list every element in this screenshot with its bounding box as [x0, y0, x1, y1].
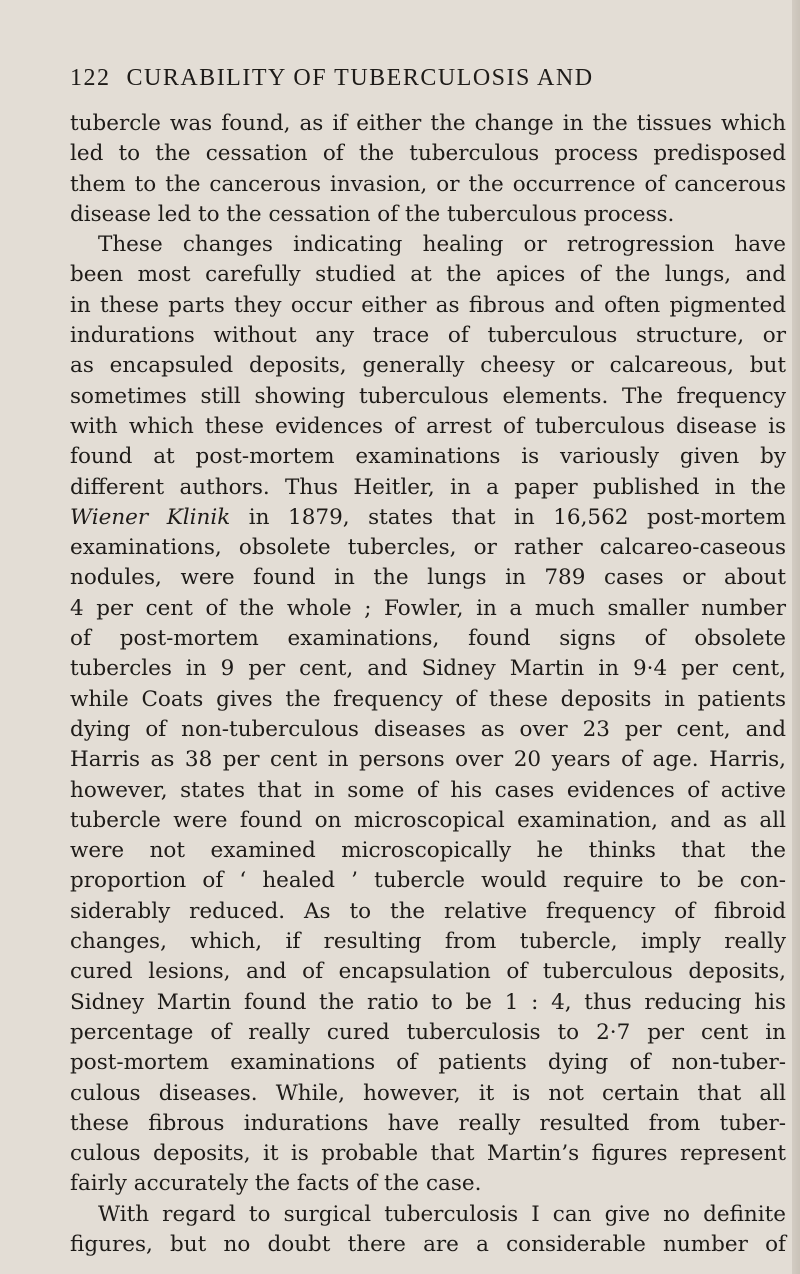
text-line: led to the cessation of the tuberculous process predisposed	[70, 141, 786, 167]
body-text	[70, 109, 786, 1260]
text-line: percentage of really cured tuberculosis to 2·7 per cent in	[70, 1019, 786, 1045]
text-line: nodules, were found in the lungs in 789 cases or about	[70, 565, 786, 591]
text-line: cured lesions, and of encapsulation of tuberculous deposits,	[70, 959, 786, 985]
text-line: disease led to the cessation of the tuberculous process.	[70, 201, 675, 227]
text-line: found at post-mortem examinations is variously given by	[70, 444, 786, 470]
text-line: 4 per cent of the whole ; Fowler, in a much smaller number	[70, 595, 786, 621]
page-edge	[792, 0, 800, 1274]
text-line: fairly accurately the facts of the case.	[70, 1171, 482, 1197]
text-line: culous diseases. While, however, it is not certain that all	[70, 1080, 786, 1106]
text-line: changes, which, if resulting from tubercle, imply really	[70, 929, 786, 955]
paragraph-start-line: With regard to surgical tuberculosis I can give no definite	[98, 1201, 786, 1227]
text-line: tubercle was found, as if either the change in the tissues which	[70, 111, 786, 136]
text-line-with-journal	[70, 503, 786, 533]
text-line: figures, but no doubt there are a considerable number of	[70, 1231, 786, 1257]
journal-title: Wiener Klinik	[70, 504, 231, 530]
running-title: CURABILITY OF TUBERCULOSIS AND	[126, 65, 594, 91]
paragraph-start-line: These changes indicating healing or retrogression have	[98, 232, 786, 258]
text-line: of post-mortem examinations, found signs of obsolete	[70, 626, 786, 652]
text-line-rest: in 1879, states that in 16,562 post-mortem	[248, 504, 786, 530]
text-line: in these parts they occur either as fibrous and often pigmented	[70, 292, 786, 318]
text-line: tubercles in 9 per cent, and Sidney Martin in 9·4 per cent,	[70, 656, 786, 682]
text-line: examinations, obsolete tubercles, or rather calcareo-caseous	[70, 535, 786, 561]
text-line: were not examined microscopically he thinks that the	[70, 838, 786, 864]
text-line: different authors. Thus Heitler, in a paper published in the	[70, 474, 786, 500]
text-line: indurations without any trace of tuberculous structure, or	[70, 323, 786, 349]
text-line: post-mortem examinations of patients dying of non-tuber-	[70, 1050, 786, 1076]
text-line: them to the cancerous invasion, or the occurrence of cancerous	[70, 171, 786, 197]
text-line: proportion of ‘ healed ’ tubercle would require to be con-	[70, 868, 786, 894]
text-line: as encapsuled deposits, generally cheesy or calcareous, but	[70, 353, 786, 379]
text-line: sometimes still showing tuberculous elements. The frequency	[70, 383, 786, 409]
text-line: siderably reduced. As to the relative frequency of fibroid	[70, 898, 786, 924]
text-line: been most carefully studied at the apices of the lungs, and	[70, 262, 786, 288]
text-line: tubercle were found on microscopical examination, and as all	[70, 807, 786, 833]
text-line: however, states that in some of his cases evidences of active	[70, 777, 786, 803]
running-head	[70, 64, 594, 92]
text-line: Sidney Martin found the ratio to be 1 : 4, thus reducing his	[70, 989, 786, 1015]
text-line: these fibrous indurations have really resulted from tuber-	[70, 1110, 786, 1136]
text-line: while Coats gives the frequency of these deposits in patients	[70, 686, 786, 712]
text-line: with which these evidences of arrest of tuberculous disease is	[70, 413, 786, 439]
text-line: dying of non-tuberculous diseases as over 23 per cent, and	[70, 716, 786, 742]
page-number: 122	[70, 65, 111, 91]
text-line: culous deposits, it is probable that Martin’s figures represent	[70, 1141, 786, 1167]
text-line: Harris as 38 per cent in persons over 20 years of age. Harris,	[70, 747, 786, 773]
